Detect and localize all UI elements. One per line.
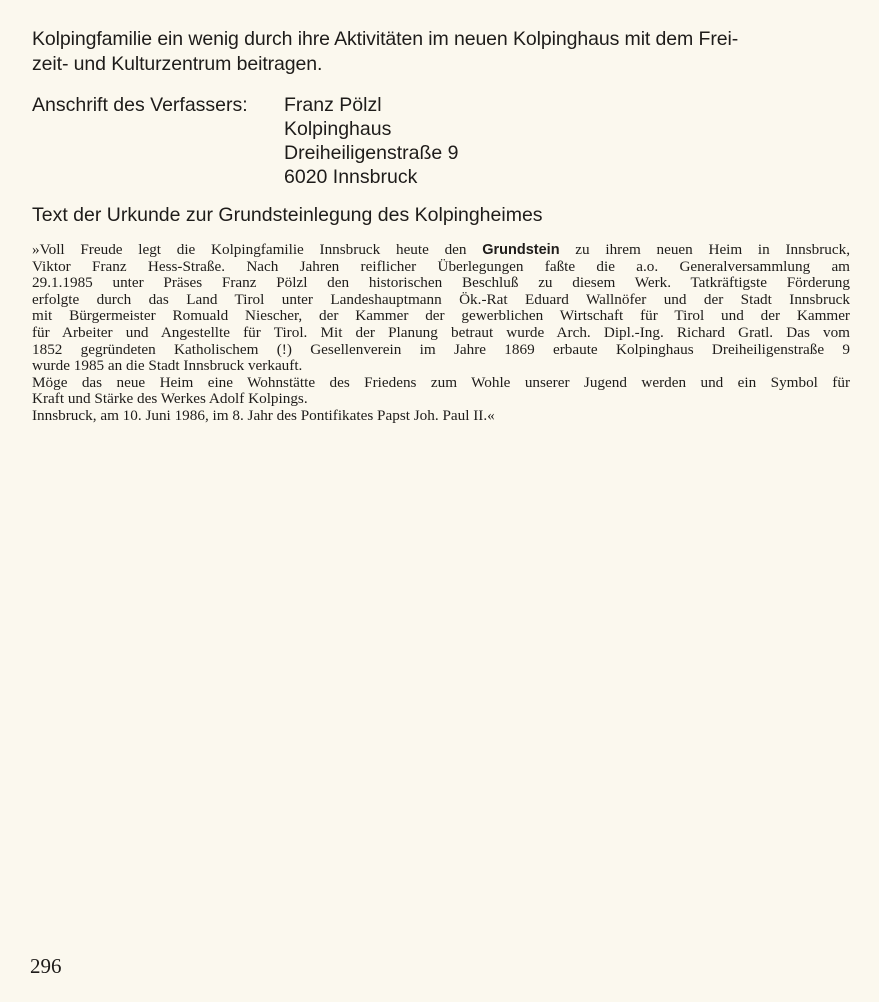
intro-line: zeit- und Kulturzentrum beitragen. bbox=[32, 53, 323, 75]
intro-line: Kolpingfamilie ein wenig durch ihre Aktivitäten im neuen Kolpinghaus mit dem Frei- bbox=[32, 28, 739, 50]
deed-line: Kraft und Stärke des Werkes Adolf Kolpings. bbox=[32, 391, 308, 408]
address-city: 6020 Innsbruck bbox=[284, 166, 418, 188]
deed-line: mit Bürgermeister Romuald Niescher, der Kammer der gewerblichen Wirtschaft für Tirol und der Kammer bbox=[32, 308, 850, 325]
deed-line: Möge das neue Heim eine Wohnstätte des Friedens zum Wohle unserer Jugend werden und ein Symbol für bbox=[32, 374, 850, 391]
deed-text-span: »Voll Freude legt die Kolpingfamilie Innsbruck heute den bbox=[32, 242, 483, 258]
address-building: Kolpinghaus bbox=[284, 118, 392, 140]
deed-text bbox=[32, 242, 850, 425]
deed-line: wurde 1985 an die Stadt Innsbruck verkauft. bbox=[32, 358, 303, 375]
address-label: Anschrift des Verfassers: bbox=[32, 94, 248, 116]
deed-line: Innsbruck, am 10. Juni 1986, im 8. Jahr des Pontifikates Papst Joh. Paul II.« bbox=[32, 407, 495, 424]
deed-line bbox=[32, 242, 850, 259]
author-name: Franz Pölzl bbox=[284, 94, 382, 116]
section-heading: Text der Urkunde zur Grundsteinlegung des Kolpingheimes bbox=[32, 204, 543, 226]
deed-bold-word: Grundstein bbox=[482, 242, 560, 258]
address-street: Dreiheiligenstraße 9 bbox=[284, 142, 459, 164]
deed-line: erfolgte durch das Land Tirol unter Landeshauptmann Ök.-Rat Eduard Wallnöfer und der Stadt Innsbruck bbox=[32, 291, 850, 308]
deed-line: 29.1.1985 unter Präses Franz Pölzl den historischen Beschluß zu diesem Werk. Tatkräftigste Förderung bbox=[32, 275, 850, 292]
intro-paragraph bbox=[32, 27, 850, 77]
deed-line: Viktor Franz Hess-Straße. Nach Jahren reiflicher Überlegungen faßte die a.o. Generalversammlung am bbox=[32, 258, 850, 275]
deed-line: 1852 gegründeten Katholischem (!) Gesellenverein im Jahre 1869 erbaute Kolpinghaus Dreiheiligenstraße 9 bbox=[32, 341, 850, 358]
address-lines bbox=[284, 93, 459, 189]
deed-text-span: zu ihrem neuen Heim in Innsbruck, bbox=[559, 242, 850, 258]
deed-line: für Arbeiter und Angestellte für Tirol. Mit der Planung betraut wurde Arch. Dipl.-Ing. Richard Gratl. Das vom bbox=[32, 324, 850, 341]
page-number: 296 bbox=[30, 954, 62, 978]
